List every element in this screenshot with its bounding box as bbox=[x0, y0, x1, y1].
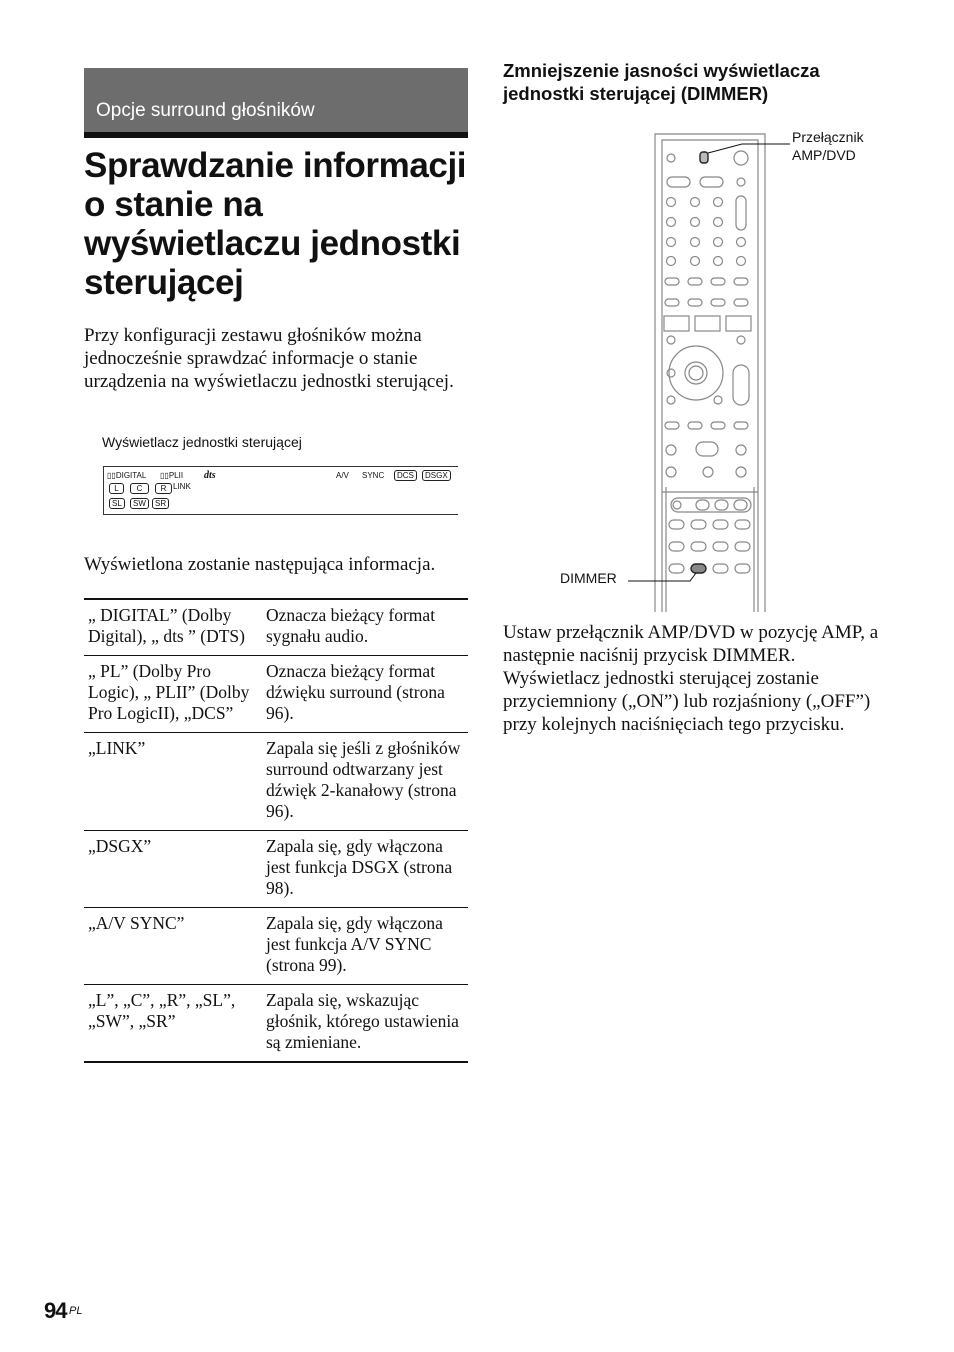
amp-dvd-leader bbox=[708, 144, 790, 153]
section-header-band bbox=[84, 68, 468, 132]
av-indicator: A/V bbox=[336, 471, 349, 480]
info-table bbox=[84, 598, 468, 1063]
table-term: „ DIGITAL” (Dolby Digital), „ dts ” (DTS) bbox=[88, 605, 245, 646]
table-desc: Zapala się, wskazując głośnik, którego ustawienia są zmieniane. bbox=[266, 990, 459, 1052]
table-term: „L”, „C”, „R”, „SL”, „SW”, „SR” bbox=[88, 990, 236, 1031]
speaker-l-indicator: L bbox=[109, 483, 124, 494]
info-lead: Wyświetlona zostanie następująca informacja. bbox=[84, 554, 436, 575]
table-row bbox=[84, 985, 468, 1063]
section-divider bbox=[84, 132, 468, 138]
table-desc: Oznacza bieżący format dźwięku surround (strona 96). bbox=[266, 661, 445, 723]
pl-suffix: II bbox=[178, 471, 184, 480]
amp-callout-line2: AMP/DVD bbox=[792, 147, 856, 163]
table-term: „DSGX” bbox=[88, 836, 152, 856]
intro-paragraph: Przy konfiguracji zestawu głośników można jednocześnie sprawdzać informacje o stanie urządzenia na wyświetlaczu jednostki sterującej. bbox=[84, 325, 454, 392]
dimmer-button bbox=[691, 564, 706, 573]
display-caption: Wyświetlacz jednostki sterującej bbox=[102, 434, 302, 450]
page-number: 94 bbox=[44, 1298, 67, 1323]
remote-control-illustration bbox=[540, 120, 820, 612]
table-row bbox=[84, 831, 468, 908]
dcs-indicator: DCS bbox=[394, 470, 417, 481]
table-desc: Zapala się jeśli z głośników surround odtwarzany jest dźwięk 2-kanałowy (strona 96). bbox=[266, 738, 461, 821]
dts-logo: dts bbox=[204, 470, 216, 481]
link-indicator: LINK bbox=[173, 482, 191, 491]
section-label: Opcje surround głośników bbox=[96, 100, 315, 121]
speaker-sw-indicator: SW bbox=[130, 498, 149, 509]
table-row bbox=[84, 600, 468, 656]
speaker-r-indicator: R bbox=[155, 483, 172, 494]
table-row bbox=[84, 656, 468, 733]
dolby-digital-indicator: ▯▯DIGITAL bbox=[107, 471, 147, 480]
table-term: „LINK” bbox=[88, 738, 146, 758]
page-title: Sprawdzanie informacji o stanie na wyświetlaczu jednostki sterującej bbox=[84, 146, 467, 302]
table-row bbox=[84, 733, 468, 831]
table-desc: Oznacza bieżący format sygnału audio. bbox=[266, 605, 436, 646]
dsgx-indicator: DSGX bbox=[422, 470, 451, 481]
table-row bbox=[84, 908, 468, 985]
dimmer-callout: DIMMER bbox=[560, 570, 617, 586]
pro-logic-indicator: ▯▯PLII bbox=[160, 471, 184, 480]
amp-callout-line1: Przełącznik bbox=[792, 129, 864, 145]
dimmer-body: Ustaw przełącznik AMP/DVD w pozycję AMP, a następnie naciśnij przycisk DIMMER. Wyświetlacz jednostki sterującej zostanie przyciemniony („ON”) lub rozjaśniony („OFF”) przy kolejnych naciśnięciach tego przycisku. bbox=[503, 622, 879, 735]
pl-label: PL bbox=[168, 471, 179, 480]
table-desc: Zapala się, gdy włączona jest funkcja A/V SYNC (strona 99). bbox=[266, 913, 443, 975]
remote-body-inner bbox=[662, 140, 758, 612]
amp-dvd-callout bbox=[792, 128, 864, 164]
dimmer-heading: Zmniejszenie jasności wyświetlacza jednostki sterującej (DIMMER) bbox=[503, 60, 820, 104]
speaker-sl-indicator: SL bbox=[109, 498, 125, 509]
amp-dvd-switch bbox=[700, 152, 708, 163]
speaker-c-indicator: C bbox=[130, 483, 149, 494]
digital-label: DIGITAL bbox=[115, 471, 147, 480]
table-term: „A/V SYNC” bbox=[88, 913, 185, 933]
speaker-sr-indicator: SR bbox=[152, 498, 169, 509]
table-term: „ PL” (Dolby Pro Logic), „ PLII” (Dolby Pro LogicII), „DCS” bbox=[88, 661, 250, 723]
control-unit-display bbox=[103, 466, 458, 515]
table-desc: Zapala się, gdy włączona jest funkcja DSGX (strona 98). bbox=[266, 836, 453, 898]
sync-indicator: SYNC bbox=[362, 471, 385, 480]
page-number-suffix: PL bbox=[69, 1305, 83, 1317]
